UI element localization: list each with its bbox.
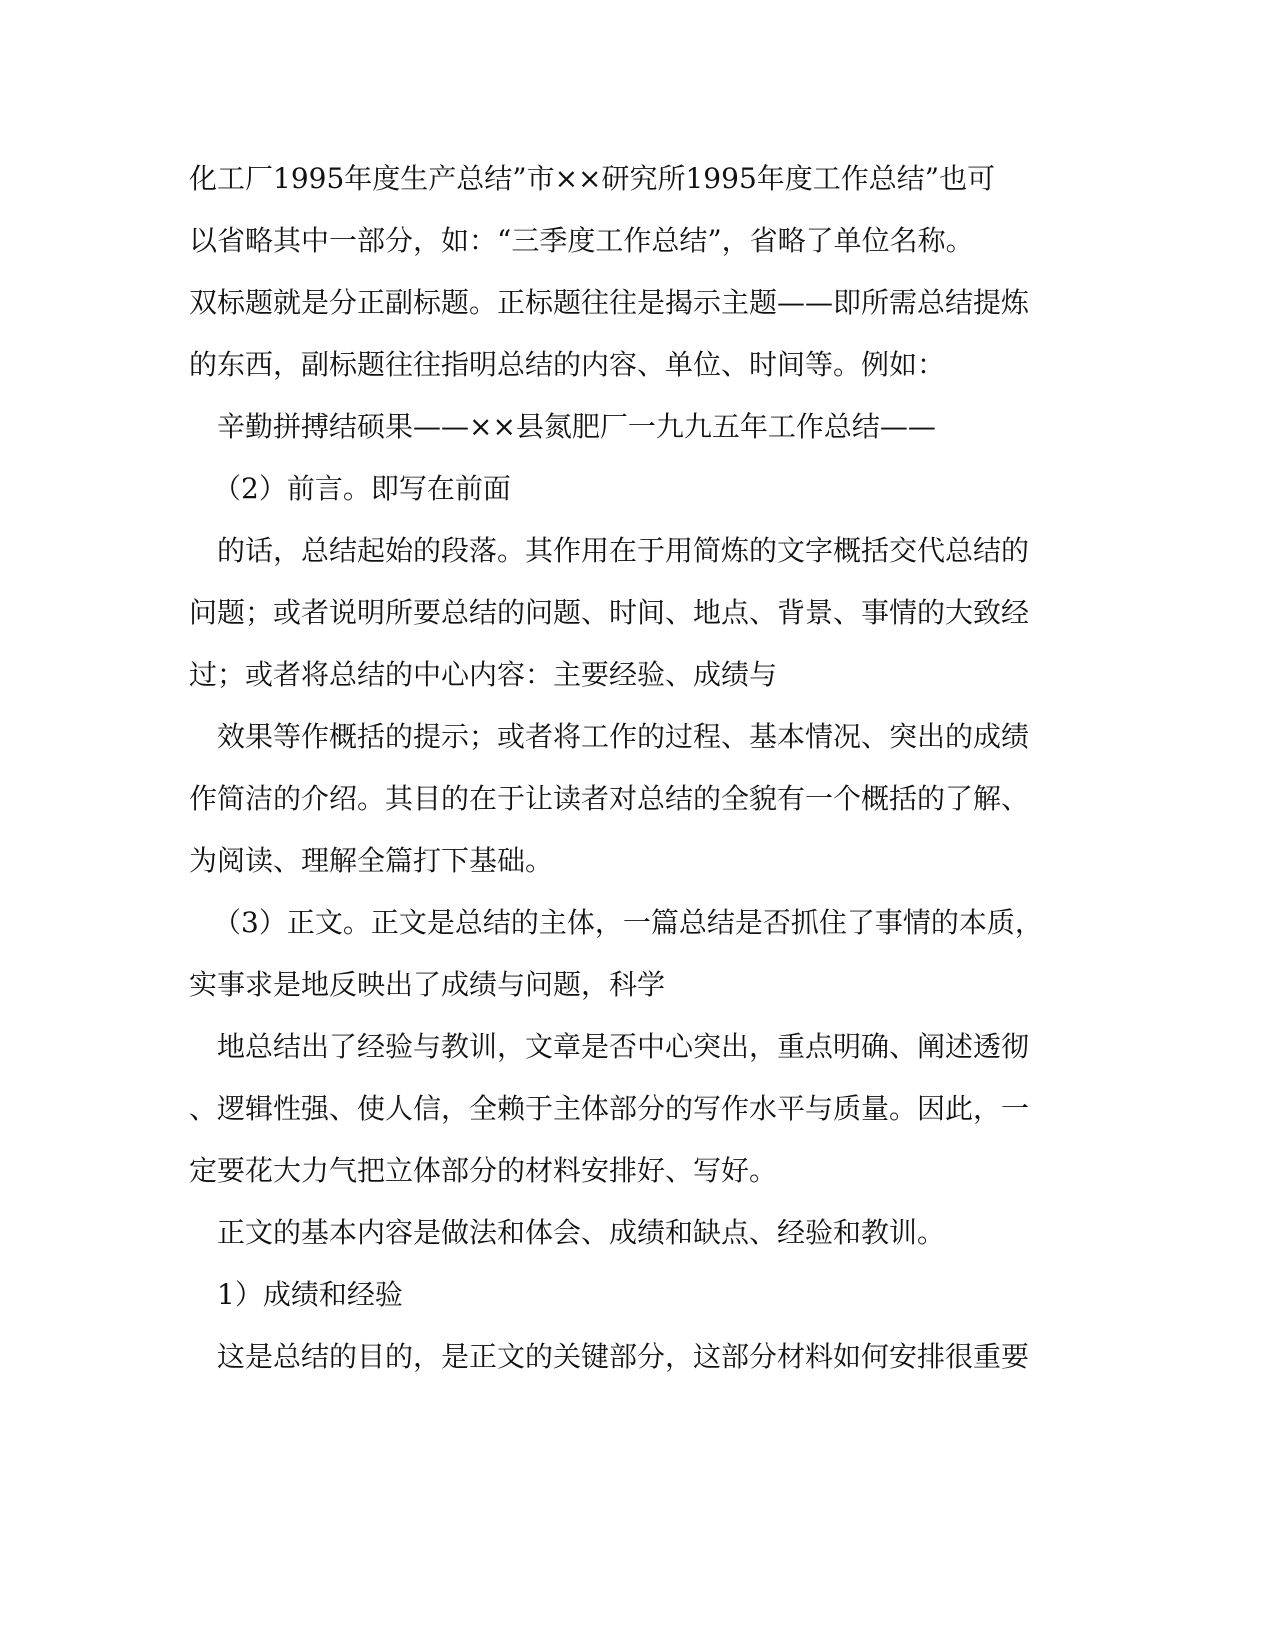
text-line: 过；或者将总结的中心内容：主要经验、成绩与	[189, 658, 778, 691]
text-line: 的东西，副标题往往指明总结的内容、单位、时间等。例如：	[189, 348, 946, 381]
section-heading: （2）前言。即写在前面	[213, 472, 511, 505]
subsection-heading: 1）成绩和经验	[217, 1278, 403, 1311]
text-line: 作简洁的介绍。其目的在于让读者对总结的全貌有一个概括的了解、	[189, 782, 1030, 815]
text-line: 为阅读、理解全篇打下基础。	[189, 844, 554, 877]
text-line: 以省略其中一部分，如：“三季度工作总结”，省略了单位名称。	[189, 224, 974, 257]
text-line: 的话，总结起始的段落。其作用在于用简炼的文字概括交代总结的	[217, 534, 1030, 567]
text-line: 正文的基本内容是做法和体会、成绩和缺点、经验和教训。	[217, 1216, 946, 1249]
text-line: 、逻辑性强、使人信，全赖于主体部分的写作水平与质量。因此，一	[189, 1092, 1030, 1125]
text-line: 实事求是地反映出了成绩与问题，科学	[189, 968, 666, 1001]
text-line: 化工厂1995年度生产总结”市××研究所1995年度工作总结”也可	[189, 162, 996, 195]
text-line: 地总结出了经验与教训，文章是否中心突出，重点明确、阐述透彻	[217, 1030, 1030, 1063]
text-line: 双标题就是分正副标题。正标题往往是揭示主题——即所需总结提炼	[189, 286, 1030, 319]
text-line: 定要花大力气把立体部分的材料安排好、写好。	[189, 1154, 778, 1187]
text-line: 这是总结的目的，是正文的关键部分，这部分材料如何安排很重要	[217, 1340, 1030, 1373]
text-line: 辛勤拼搏结硕果——××县氮肥厂一九九五年工作总结——	[217, 410, 936, 443]
text-line: 效果等作概括的提示；或者将工作的过程、基本情况、突出的成绩	[217, 720, 1030, 753]
section-heading: （3）正文。正文是总结的主体，一篇总结是否抓住了事情的本质，	[213, 906, 1043, 939]
text-line: 问题；或者说明所要总结的问题、时间、地点、背景、事情的大致经	[189, 596, 1030, 629]
